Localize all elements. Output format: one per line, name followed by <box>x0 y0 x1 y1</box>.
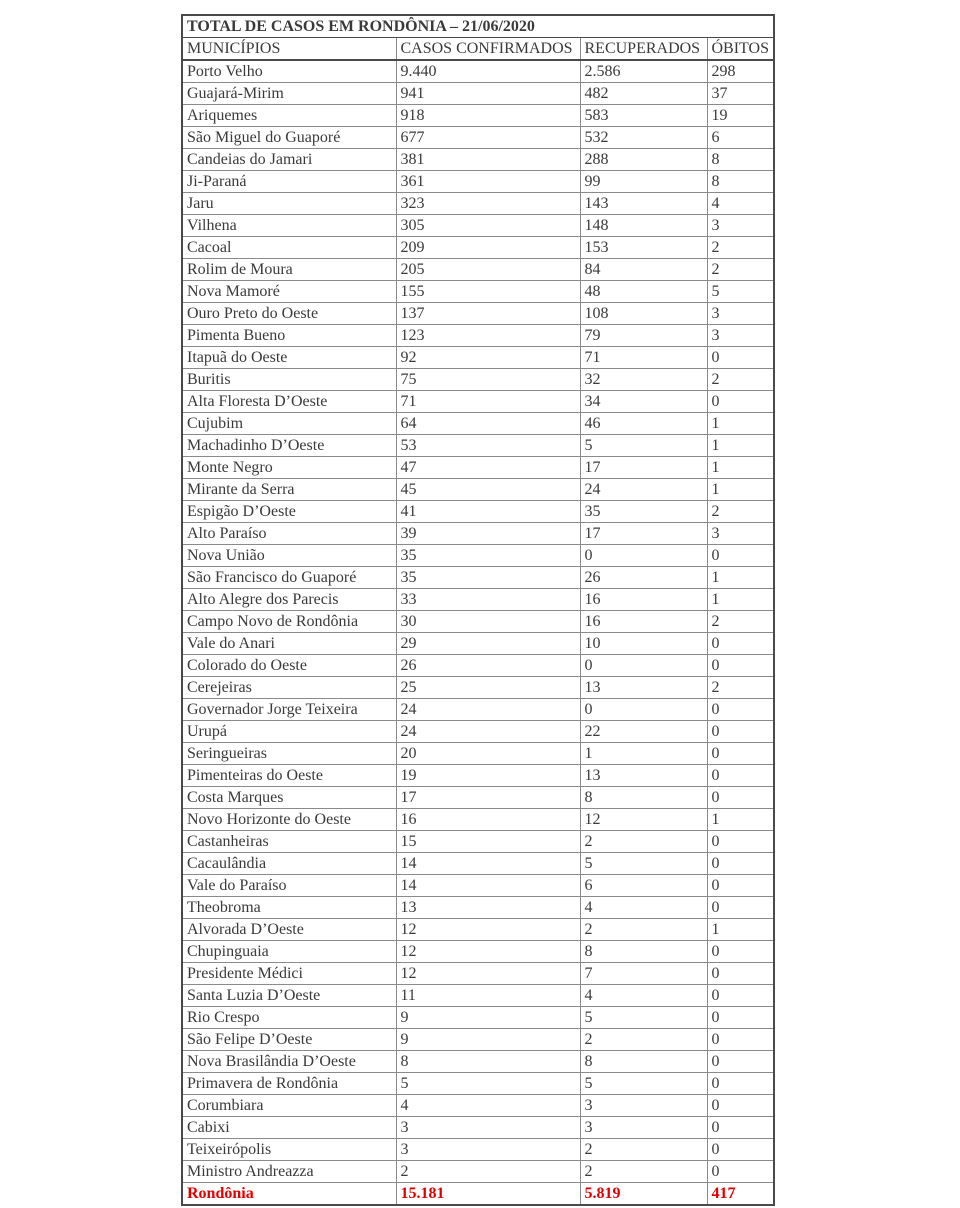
deaths-cell: 2 <box>707 259 774 281</box>
deaths-cell: 0 <box>707 941 774 963</box>
recovered-cell: 17 <box>580 523 707 545</box>
confirmed-cell: 75 <box>396 369 580 391</box>
confirmed-cell: 35 <box>396 567 580 589</box>
confirmed-cell: 941 <box>396 83 580 105</box>
recovered-cell: 13 <box>580 765 707 787</box>
confirmed-cell: 205 <box>396 259 580 281</box>
table-row <box>182 237 774 259</box>
recovered-cell: 26 <box>580 567 707 589</box>
recovered-cell: 35 <box>580 501 707 523</box>
municipality-cell: Guajará-Mirim <box>182 83 396 105</box>
municipality-cell: Santa Luzia D’Oeste <box>182 985 396 1007</box>
recovered-cell: 5.819 <box>580 1183 707 1206</box>
column-header: CASOS CONFIRMADOS <box>396 38 580 61</box>
deaths-cell: 3 <box>707 325 774 347</box>
municipality-cell: Teixeirópolis <box>182 1139 396 1161</box>
municipality-cell: Vale do Paraíso <box>182 875 396 897</box>
deaths-cell: 2 <box>707 501 774 523</box>
table-row <box>182 721 774 743</box>
table-row <box>182 611 774 633</box>
cases-table <box>181 14 775 1206</box>
municipality-cell: Alvorada D’Oeste <box>182 919 396 941</box>
table-row <box>182 589 774 611</box>
deaths-cell: 0 <box>707 721 774 743</box>
recovered-cell: 143 <box>580 193 707 215</box>
municipality-cell: Novo Horizonte do Oeste <box>182 809 396 831</box>
confirmed-cell: 41 <box>396 501 580 523</box>
column-header: RECUPERADOS <box>580 38 707 61</box>
table-row <box>182 501 774 523</box>
recovered-cell: 5 <box>580 853 707 875</box>
deaths-cell: 37 <box>707 83 774 105</box>
municipality-cell: Alto Paraíso <box>182 523 396 545</box>
deaths-cell: 0 <box>707 875 774 897</box>
municipality-cell: Cacaulândia <box>182 853 396 875</box>
confirmed-cell: 30 <box>396 611 580 633</box>
table-row <box>182 897 774 919</box>
recovered-cell: 583 <box>580 105 707 127</box>
recovered-cell: 4 <box>580 985 707 1007</box>
deaths-cell: 0 <box>707 545 774 567</box>
deaths-cell: 2 <box>707 677 774 699</box>
municipality-cell: Ouro Preto do Oeste <box>182 303 396 325</box>
municipality-cell: Alta Floresta D’Oeste <box>182 391 396 413</box>
table-title: TOTAL DE CASOS EM RONDÔNIA – 21/06/2020 <box>182 15 774 38</box>
confirmed-cell: 53 <box>396 435 580 457</box>
confirmed-cell: 137 <box>396 303 580 325</box>
table-row <box>182 171 774 193</box>
table-row <box>182 567 774 589</box>
table-row <box>182 347 774 369</box>
municipality-cell: Mirante da Serra <box>182 479 396 501</box>
deaths-cell: 0 <box>707 963 774 985</box>
municipality-cell: Porto Velho <box>182 60 396 83</box>
table-row <box>182 60 774 83</box>
table-row <box>182 369 774 391</box>
deaths-cell: 8 <box>707 171 774 193</box>
deaths-cell: 3 <box>707 303 774 325</box>
recovered-cell: 0 <box>580 655 707 677</box>
table-row <box>182 633 774 655</box>
confirmed-cell: 39 <box>396 523 580 545</box>
table-row <box>182 193 774 215</box>
recovered-cell: 153 <box>580 237 707 259</box>
confirmed-cell: 5 <box>396 1073 580 1095</box>
municipality-cell: Jaru <box>182 193 396 215</box>
table-row <box>182 1007 774 1029</box>
municipality-cell: Rondônia <box>182 1183 396 1206</box>
recovered-cell: 12 <box>580 809 707 831</box>
municipality-cell: Chupinguaia <box>182 941 396 963</box>
recovered-cell: 0 <box>580 545 707 567</box>
municipality-cell: Ministro Andreazza <box>182 1161 396 1183</box>
municipality-cell: Cerejeiras <box>182 677 396 699</box>
deaths-cell: 19 <box>707 105 774 127</box>
column-header: ÓBITOS <box>707 38 774 61</box>
deaths-cell: 0 <box>707 765 774 787</box>
recovered-cell: 4 <box>580 897 707 919</box>
table-row <box>182 105 774 127</box>
confirmed-cell: 15.181 <box>396 1183 580 1206</box>
recovered-cell: 6 <box>580 875 707 897</box>
recovered-cell: 99 <box>580 171 707 193</box>
table-row <box>182 853 774 875</box>
recovered-cell: 2 <box>580 1161 707 1183</box>
confirmed-cell: 155 <box>396 281 580 303</box>
deaths-cell: 3 <box>707 215 774 237</box>
confirmed-cell: 209 <box>396 237 580 259</box>
municipality-cell: Nova Mamoré <box>182 281 396 303</box>
recovered-cell: 1 <box>580 743 707 765</box>
municipality-cell: Candeias do Jamari <box>182 149 396 171</box>
confirmed-cell: 3 <box>396 1139 580 1161</box>
confirmed-cell: 19 <box>396 765 580 787</box>
municipality-cell: Pimenteiras do Oeste <box>182 765 396 787</box>
table-row <box>182 149 774 171</box>
total-row <box>182 1183 774 1206</box>
confirmed-cell: 24 <box>396 721 580 743</box>
recovered-cell: 79 <box>580 325 707 347</box>
deaths-cell: 2 <box>707 237 774 259</box>
municipality-cell: Corumbiara <box>182 1095 396 1117</box>
deaths-cell: 0 <box>707 1095 774 1117</box>
table-row <box>182 413 774 435</box>
table-row <box>182 1139 774 1161</box>
confirmed-cell: 381 <box>396 149 580 171</box>
recovered-cell: 10 <box>580 633 707 655</box>
deaths-cell: 4 <box>707 193 774 215</box>
municipality-cell: Theobroma <box>182 897 396 919</box>
recovered-cell: 7 <box>580 963 707 985</box>
recovered-cell: 5 <box>580 1073 707 1095</box>
table-row <box>182 127 774 149</box>
table-row <box>182 435 774 457</box>
recovered-cell: 71 <box>580 347 707 369</box>
confirmed-cell: 9 <box>396 1029 580 1051</box>
municipality-cell: Alto Alegre dos Parecis <box>182 589 396 611</box>
table-row <box>182 699 774 721</box>
municipality-cell: São Miguel do Guaporé <box>182 127 396 149</box>
municipality-cell: Urupá <box>182 721 396 743</box>
recovered-cell: 8 <box>580 787 707 809</box>
municipality-cell: Primavera de Rondônia <box>182 1073 396 1095</box>
recovered-cell: 8 <box>580 941 707 963</box>
deaths-cell: 0 <box>707 1117 774 1139</box>
deaths-cell: 0 <box>707 897 774 919</box>
confirmed-cell: 8 <box>396 1051 580 1073</box>
table-row <box>182 919 774 941</box>
municipality-cell: Cujubim <box>182 413 396 435</box>
municipality-cell: Cacoal <box>182 237 396 259</box>
table-row <box>182 655 774 677</box>
table-row <box>182 391 774 413</box>
deaths-cell: 1 <box>707 919 774 941</box>
table-row <box>182 743 774 765</box>
recovered-cell: 3 <box>580 1117 707 1139</box>
recovered-cell: 32 <box>580 369 707 391</box>
municipality-cell: Presidente Médici <box>182 963 396 985</box>
municipality-cell: Costa Marques <box>182 787 396 809</box>
table-row <box>182 831 774 853</box>
recovered-cell: 5 <box>580 435 707 457</box>
table-row <box>182 941 774 963</box>
table-row <box>182 1029 774 1051</box>
municipality-cell: Vale do Anari <box>182 633 396 655</box>
recovered-cell: 3 <box>580 1095 707 1117</box>
table-row <box>182 325 774 347</box>
municipality-cell: Itapuã do Oeste <box>182 347 396 369</box>
confirmed-cell: 20 <box>396 743 580 765</box>
deaths-cell: 1 <box>707 435 774 457</box>
recovered-cell: 46 <box>580 413 707 435</box>
municipality-cell: Nova União <box>182 545 396 567</box>
confirmed-cell: 2 <box>396 1161 580 1183</box>
confirmed-cell: 14 <box>396 875 580 897</box>
confirmed-cell: 71 <box>396 391 580 413</box>
municipality-cell: Ji-Paraná <box>182 171 396 193</box>
confirmed-cell: 9.440 <box>396 60 580 83</box>
table-row <box>182 1051 774 1073</box>
recovered-cell: 48 <box>580 281 707 303</box>
confirmed-cell: 92 <box>396 347 580 369</box>
table-row <box>182 457 774 479</box>
confirmed-cell: 11 <box>396 985 580 1007</box>
deaths-cell: 2 <box>707 611 774 633</box>
municipality-cell: Campo Novo de Rondônia <box>182 611 396 633</box>
confirmed-cell: 26 <box>396 655 580 677</box>
deaths-cell: 2 <box>707 369 774 391</box>
municipality-cell: Castanheiras <box>182 831 396 853</box>
deaths-cell: 5 <box>707 281 774 303</box>
municipality-cell: Cabixi <box>182 1117 396 1139</box>
municipality-cell: Espigão D’Oeste <box>182 501 396 523</box>
confirmed-cell: 4 <box>396 1095 580 1117</box>
recovered-cell: 2 <box>580 831 707 853</box>
municipality-cell: Pimenta Bueno <box>182 325 396 347</box>
municipality-cell: Rio Crespo <box>182 1007 396 1029</box>
deaths-cell: 1 <box>707 589 774 611</box>
deaths-cell: 0 <box>707 1029 774 1051</box>
recovered-cell: 8 <box>580 1051 707 1073</box>
deaths-cell: 417 <box>707 1183 774 1206</box>
deaths-cell: 1 <box>707 479 774 501</box>
confirmed-cell: 12 <box>396 963 580 985</box>
table-row <box>182 303 774 325</box>
recovered-cell: 16 <box>580 611 707 633</box>
deaths-cell: 0 <box>707 1051 774 1073</box>
table-row <box>182 677 774 699</box>
recovered-cell: 108 <box>580 303 707 325</box>
municipality-cell: Seringueiras <box>182 743 396 765</box>
deaths-cell: 0 <box>707 1161 774 1183</box>
deaths-cell: 0 <box>707 655 774 677</box>
confirmed-cell: 29 <box>396 633 580 655</box>
confirmed-cell: 9 <box>396 1007 580 1029</box>
table-row <box>182 809 774 831</box>
deaths-cell: 298 <box>707 60 774 83</box>
confirmed-cell: 12 <box>396 941 580 963</box>
confirmed-cell: 12 <box>396 919 580 941</box>
deaths-cell: 1 <box>707 457 774 479</box>
municipality-cell: Nova Brasilândia D’Oeste <box>182 1051 396 1073</box>
table-row <box>182 83 774 105</box>
deaths-cell: 0 <box>707 633 774 655</box>
confirmed-cell: 361 <box>396 171 580 193</box>
confirmed-cell: 3 <box>396 1117 580 1139</box>
municipality-cell: São Francisco do Guaporé <box>182 567 396 589</box>
municipality-cell: Vilhena <box>182 215 396 237</box>
recovered-cell: 0 <box>580 699 707 721</box>
confirmed-cell: 47 <box>396 457 580 479</box>
municipality-cell: Monte Negro <box>182 457 396 479</box>
table-row <box>182 1095 774 1117</box>
confirmed-cell: 64 <box>396 413 580 435</box>
municipality-cell: Governador Jorge Teixeira <box>182 699 396 721</box>
recovered-cell: 84 <box>580 259 707 281</box>
confirmed-cell: 45 <box>396 479 580 501</box>
deaths-cell: 0 <box>707 831 774 853</box>
deaths-cell: 0 <box>707 985 774 1007</box>
confirmed-cell: 15 <box>396 831 580 853</box>
deaths-cell: 0 <box>707 699 774 721</box>
confirmed-cell: 305 <box>396 215 580 237</box>
deaths-cell: 0 <box>707 391 774 413</box>
recovered-cell: 2.586 <box>580 60 707 83</box>
table-row <box>182 963 774 985</box>
deaths-cell: 3 <box>707 523 774 545</box>
table-row <box>182 281 774 303</box>
deaths-cell: 0 <box>707 347 774 369</box>
recovered-cell: 24 <box>580 479 707 501</box>
table-row <box>182 1161 774 1183</box>
recovered-cell: 22 <box>580 721 707 743</box>
confirmed-cell: 677 <box>396 127 580 149</box>
deaths-cell: 0 <box>707 743 774 765</box>
confirmed-cell: 24 <box>396 699 580 721</box>
municipality-cell: Ariquemes <box>182 105 396 127</box>
deaths-cell: 0 <box>707 1073 774 1095</box>
deaths-cell: 1 <box>707 413 774 435</box>
municipality-cell: São Felipe D’Oeste <box>182 1029 396 1051</box>
table-row <box>182 259 774 281</box>
table-row <box>182 523 774 545</box>
column-header: MUNICÍPIOS <box>182 38 396 61</box>
recovered-cell: 532 <box>580 127 707 149</box>
deaths-cell: 6 <box>707 127 774 149</box>
confirmed-cell: 123 <box>396 325 580 347</box>
recovered-cell: 288 <box>580 149 707 171</box>
deaths-cell: 0 <box>707 853 774 875</box>
municipality-cell: Buritis <box>182 369 396 391</box>
table-title-row <box>182 15 774 38</box>
recovered-cell: 13 <box>580 677 707 699</box>
table-row <box>182 787 774 809</box>
confirmed-cell: 14 <box>396 853 580 875</box>
recovered-cell: 2 <box>580 1139 707 1161</box>
deaths-cell: 0 <box>707 1007 774 1029</box>
recovered-cell: 2 <box>580 919 707 941</box>
confirmed-cell: 35 <box>396 545 580 567</box>
confirmed-cell: 323 <box>396 193 580 215</box>
table-row <box>182 479 774 501</box>
confirmed-cell: 13 <box>396 897 580 919</box>
table-row <box>182 765 774 787</box>
recovered-cell: 2 <box>580 1029 707 1051</box>
recovered-cell: 17 <box>580 457 707 479</box>
municipality-cell: Rolim de Moura <box>182 259 396 281</box>
municipality-cell: Colorado do Oeste <box>182 655 396 677</box>
deaths-cell: 8 <box>707 149 774 171</box>
confirmed-cell: 918 <box>396 105 580 127</box>
deaths-cell: 1 <box>707 809 774 831</box>
confirmed-cell: 17 <box>396 787 580 809</box>
recovered-cell: 16 <box>580 589 707 611</box>
table-row <box>182 1073 774 1095</box>
table-row <box>182 545 774 567</box>
recovered-cell: 34 <box>580 391 707 413</box>
deaths-cell: 0 <box>707 1139 774 1161</box>
confirmed-cell: 33 <box>396 589 580 611</box>
column-header-row <box>182 38 774 61</box>
confirmed-cell: 25 <box>396 677 580 699</box>
recovered-cell: 5 <box>580 1007 707 1029</box>
table-row <box>182 875 774 897</box>
deaths-cell: 0 <box>707 787 774 809</box>
recovered-cell: 148 <box>580 215 707 237</box>
table-row <box>182 1117 774 1139</box>
municipality-cell: Machadinho D’Oeste <box>182 435 396 457</box>
table-row <box>182 985 774 1007</box>
confirmed-cell: 16 <box>396 809 580 831</box>
table-row <box>182 215 774 237</box>
deaths-cell: 1 <box>707 567 774 589</box>
recovered-cell: 482 <box>580 83 707 105</box>
